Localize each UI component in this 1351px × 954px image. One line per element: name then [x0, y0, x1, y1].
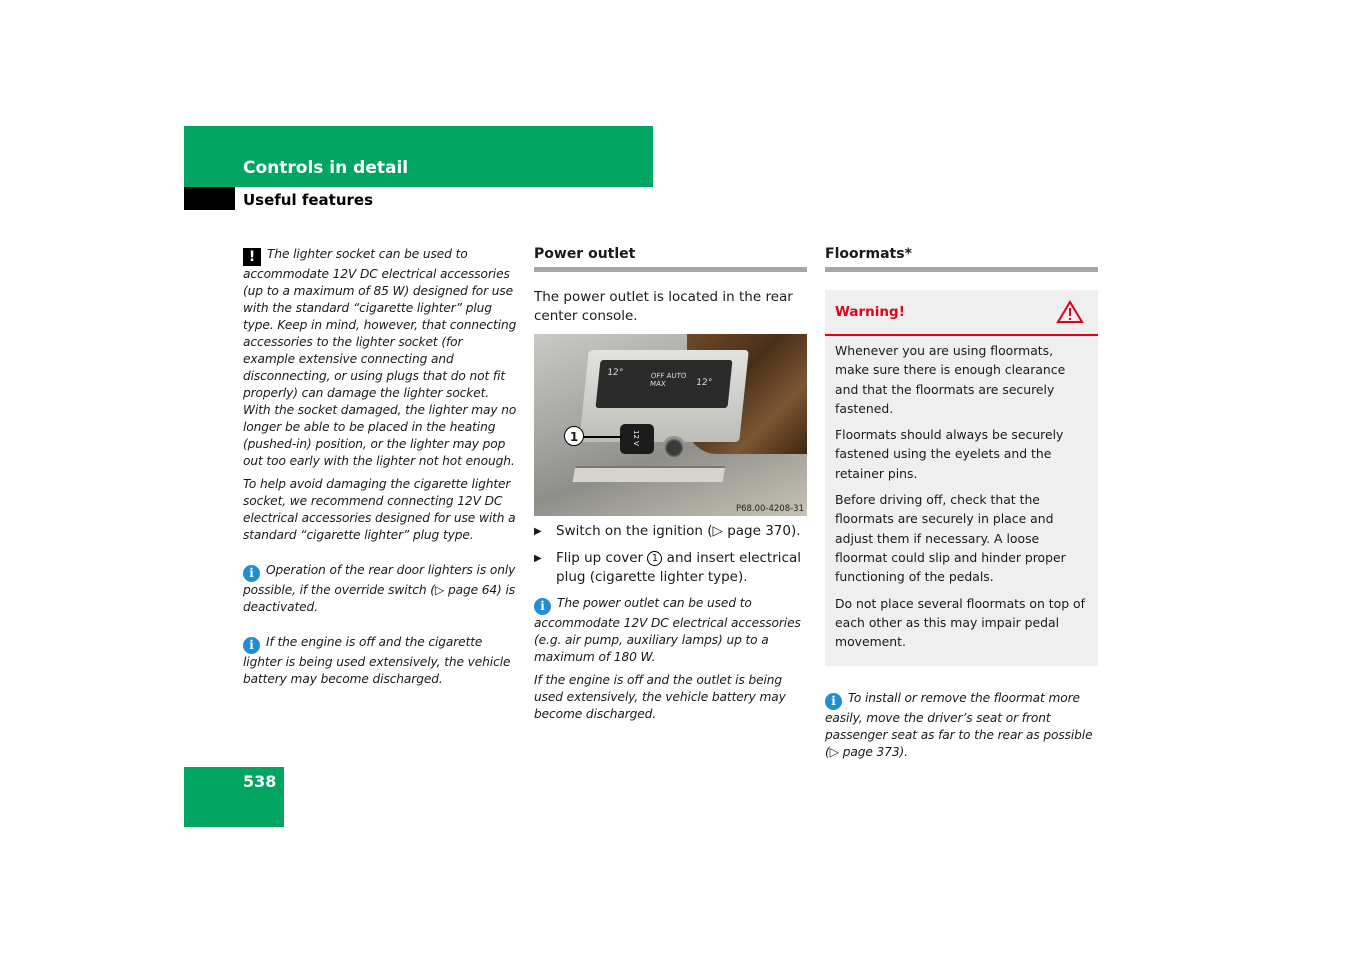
power-outlet-cover — [620, 424, 654, 454]
tray — [573, 466, 726, 482]
warning-triangle-icon — [1056, 300, 1084, 324]
step-1-text: Switch on the ignition (▷ page 370). — [556, 523, 801, 539]
warning-text-2: Floormats should always be securely fastened using the eyelets and the retainer pins. — [835, 427, 1064, 481]
info-text-2: If the engine is off and the cigarette lighter is being used extensively, the vehicle battery may become discharged. — [243, 635, 511, 686]
info-note-3 — [534, 595, 807, 666]
inline-callout-1: 1 — [647, 551, 662, 566]
info-text-1: Operation of the rear door lighters is only possible, if the override switch (▷ page 64) is deactivated. — [243, 563, 516, 614]
info-icon: i — [534, 598, 551, 615]
warning-text-3: Before driving off, check that the floormats are securely in place and adjust them if necessary. A loose floormat could slip and hinder proper functioning of the pedals. — [835, 492, 1066, 585]
warning-label: Warning! — [835, 304, 905, 320]
warning-text-4: Do not place several floormats on top of each other as this may impair pedal movement. — [835, 595, 1085, 650]
info-text-5: To install or remove the floormat more easily, move the driver’s seat or front passenger seat as far to the rear as possible (▷ page 373). — [825, 691, 1093, 760]
warning-header — [825, 290, 1098, 336]
warning-text-1: Whenever you are using floormats, make sure there is enough clearance and that the floormats are securely fastened. — [835, 343, 1066, 416]
chapter-title: Controls in detail — [243, 158, 409, 178]
column-left — [243, 246, 518, 694]
info-icon: i — [243, 565, 260, 582]
panel-mode: OFF AUTO MAX — [649, 372, 687, 388]
info-note-5 — [825, 690, 1098, 761]
panel-temp-left: 12° — [606, 368, 624, 378]
info-icon: i — [825, 693, 842, 710]
info-text-4: If the engine is off and the outlet is being used extensively, the vehicle battery may become discharged. — [534, 673, 786, 721]
panel-temp-right: 12° — [695, 378, 713, 388]
power-outlet-figure — [534, 334, 807, 516]
section-title: Useful features — [243, 191, 374, 209]
socket — [662, 436, 686, 460]
callout-1: 1 — [564, 426, 584, 446]
info-text-3: The power outlet can be used to accommodate 12V DC electrical accessories (e.g. air pump, auxiliary lamps) up to a maximum of 180 W. — [534, 596, 801, 664]
climate-display — [595, 360, 732, 408]
info-note-1 — [243, 562, 518, 616]
floormats-heading: Floormats* — [825, 246, 1098, 272]
bullet-arrow-icon: ▶ — [534, 526, 542, 537]
step-2 — [534, 549, 807, 587]
figure-code: P68.00-4208-31 — [735, 504, 804, 514]
bullet-arrow-icon: ▶ — [534, 553, 542, 564]
caution-text-1: The lighter socket can be used to accommodate 12V DC electrical accessories (up to a maximum of 85 W) designed for use with the standard “cigarette lighter” plug type. Keep in mind, however, that connecting accessories to the lighter socket (for example extensive connecting and disconnecting, or using plugs that do not fit properly) can damage the lighter socket. With the socket damaged, the lighter may no longer be able to be placed in the heating (pushed-in) position, or the lighter may pop out too early with the lighter not hot enough. — [243, 247, 517, 468]
column-middle — [534, 246, 807, 729]
caution-text-2: To help avoid damaging the cigarette lighter socket, we recommend connecting 12V DC electrical accessories designed for use with a standard “cigarette lighter” plug type. — [243, 477, 516, 542]
power-outlet-intro: The power outlet is located in the rear center console. — [534, 289, 793, 324]
info-icon: i — [243, 637, 260, 654]
column-right — [825, 246, 1098, 767]
power-outlet-heading: Power outlet — [534, 246, 807, 272]
info-note-2 — [243, 634, 518, 688]
step-2-text: Flip up cover 1 and insert electrical plug (cigarette lighter type). — [556, 550, 801, 585]
header-marker — [184, 187, 235, 210]
step-1 — [534, 522, 807, 541]
caution-note — [243, 246, 518, 470]
exclamation-icon: ! — [243, 248, 261, 266]
plug-label: 12 V — [632, 430, 640, 446]
warning-box — [825, 290, 1098, 666]
page-number: 538 — [243, 772, 277, 791]
warning-body — [825, 336, 1098, 666]
